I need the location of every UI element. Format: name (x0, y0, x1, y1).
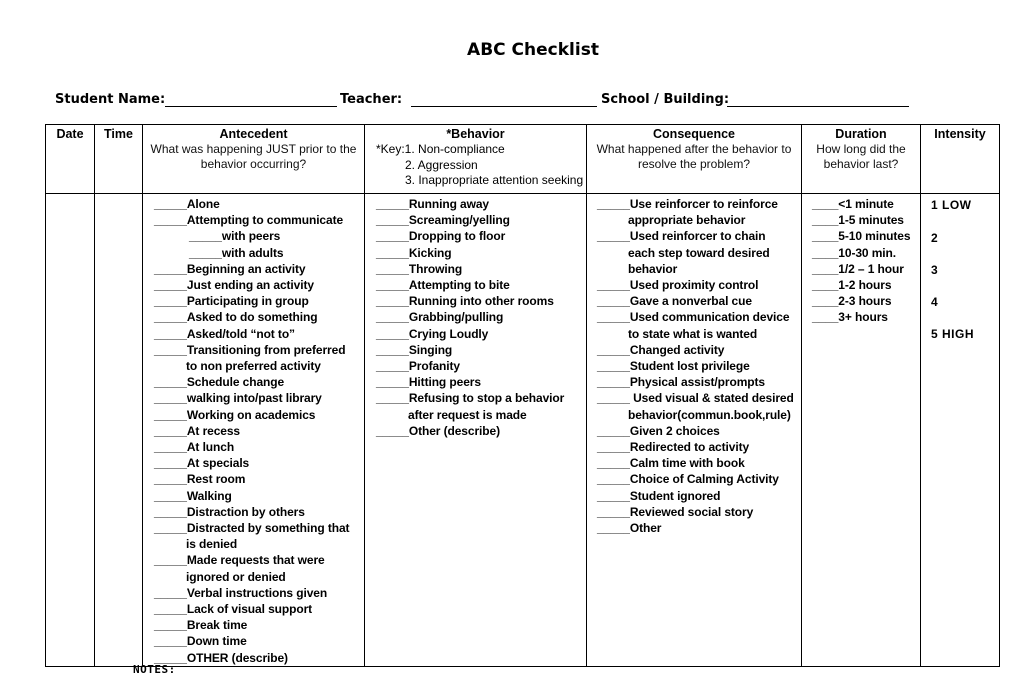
consequence-item-continuation: to state what is wanted (628, 326, 758, 341)
abc-table (45, 124, 1000, 667)
header-time: Time (95, 125, 143, 194)
antecedent-item-continuation: is denied (186, 537, 238, 552)
teacher-label: Teacher: (340, 92, 403, 107)
behavior-item[interactable]: _____Other (describe) (376, 423, 500, 438)
consequence-item-continuation: appropriate behavior (628, 213, 746, 228)
antecedent-item[interactable]: _____Break time (154, 618, 248, 633)
antecedent-item[interactable]: _____Verbal instructions given (154, 585, 328, 600)
antecedent-item[interactable]: _____Rest room (154, 472, 246, 487)
antecedent-item[interactable]: _____Alone (154, 197, 220, 211)
antecedent-item[interactable]: _____Participating in group (154, 294, 309, 309)
behavior-item[interactable]: _____Running into other rooms (376, 294, 554, 309)
behavior-item[interactable]: _____Screaming/yelling (376, 213, 510, 228)
consequence-item[interactable]: _____Student lost privilege (597, 359, 750, 374)
consequence-item[interactable]: _____Use reinforcer to reinforce (597, 197, 778, 211)
behavior-item[interactable]: _____Profanity (376, 359, 460, 374)
notes-label: NOTES: (133, 663, 176, 676)
consequence-item-continuation: behavior (628, 261, 678, 276)
antecedent-item[interactable]: _____Schedule change (154, 375, 285, 390)
consequence-item[interactable]: _____Student ignored (597, 488, 721, 503)
behavior-item[interactable]: _____Grabbing/pulling (376, 310, 504, 325)
header-duration: Duration How long did the behavior last? (802, 125, 921, 194)
antecedent-item[interactable]: _____Working on academics (154, 407, 316, 422)
consequence-item[interactable]: _____Used communication device (597, 310, 790, 325)
antecedent-item[interactable]: _____walking into/past library (154, 391, 322, 406)
duration-description: How long did the behavior last? (816, 142, 906, 171)
consequence-item[interactable]: _____Changed activity (597, 342, 725, 357)
behavior-item[interactable]: _____Attempting to bite (376, 278, 510, 293)
date-cell[interactable] (46, 194, 95, 667)
school-label: School / Building: (601, 92, 730, 107)
antecedent-item[interactable]: _____Distraction by others (154, 504, 305, 519)
behavior-item[interactable]: _____Kicking (376, 245, 452, 260)
header-consequence: Consequence What happened after the behavior to resolve the problem? (587, 125, 802, 194)
school-blank[interactable] (727, 106, 909, 107)
intensity-3[interactable]: 3 (931, 263, 938, 277)
duration-option[interactable]: ____<1 minute (812, 197, 894, 211)
antecedent-item[interactable]: _____At specials (154, 456, 250, 471)
header-intensity: Intensity (921, 125, 1000, 194)
antecedent-item[interactable]: _____Distracted by something that (154, 521, 350, 536)
header-date: Date (46, 125, 95, 194)
consequence-item-continuation: behavior(commun.book,rule) (628, 407, 791, 422)
student-name-label: Student Name: (55, 92, 166, 107)
header-antecedent: Antecedent What was happening JUST prior to the behavior occurring? (143, 125, 365, 194)
consequence-item[interactable]: _____Physical assist/prompts (597, 375, 765, 390)
antecedent-item[interactable]: _____Attempting to communicate (154, 213, 344, 228)
antecedent-item[interactable]: _____Transitioning from preferred (154, 342, 346, 357)
consequence-item[interactable]: _____Other (597, 521, 662, 536)
antecedent-item[interactable]: _____At lunch (154, 440, 235, 455)
duration-option[interactable]: ____1-2 hours (812, 278, 892, 293)
behavior-item[interactable]: _____Hitting peers (376, 375, 481, 390)
antecedent-item-continuation: to non preferred activity (186, 359, 321, 374)
antecedent-subitem[interactable]: _____with adults (189, 245, 284, 260)
behavior-item[interactable]: _____Throwing (376, 261, 463, 276)
antecedent-item[interactable]: _____Beginning an activity (154, 261, 306, 276)
duration-option[interactable]: ____1/2 – 1 hour (812, 261, 904, 276)
intensity-2[interactable]: 2 (931, 231, 938, 245)
duration-option[interactable]: ____1-5 minutes (812, 213, 904, 228)
behavior-cell (365, 194, 587, 667)
behavior-item[interactable]: _____Dropping to floor (376, 229, 506, 244)
behavior-item[interactable]: _____Crying Loudly (376, 326, 489, 341)
header-row (46, 125, 1000, 194)
antecedent-item[interactable]: _____Asked to do something (154, 310, 318, 325)
intensity-cell (921, 194, 1000, 667)
intensity-low[interactable]: 1 LOW (931, 198, 972, 212)
consequence-cell (587, 194, 802, 667)
antecedent-item-continuation: ignored or denied (186, 569, 286, 584)
duration-option[interactable]: ____5-10 minutes (812, 229, 911, 244)
time-cell[interactable] (95, 194, 143, 667)
duration-option[interactable]: ____10-30 min. (812, 245, 896, 260)
behavior-key: *Key:1. Non-compliance 2. Aggression 3. Inappropriate attention seeking (376, 142, 584, 187)
antecedent-item[interactable]: _____At recess (154, 423, 241, 438)
antecedent-item[interactable]: _____Made requests that were (154, 553, 325, 568)
consequence-item[interactable]: _____Used proximity control (597, 278, 759, 293)
consequence-item[interactable]: _____Gave a nonverbal cue (597, 294, 752, 309)
behavior-item-continuation: after request is made (408, 407, 527, 422)
antecedent-item[interactable]: _____OTHER (describe) (154, 650, 288, 665)
consequence-item[interactable]: _____Used reinforcer to chain (597, 229, 766, 244)
antecedent-item[interactable]: _____Just ending an activity (154, 278, 314, 293)
teacher-blank[interactable] (411, 106, 597, 107)
antecedent-item[interactable]: _____Lack of visual support (154, 602, 313, 617)
duration-option[interactable]: ____2-3 hours (812, 294, 892, 309)
antecedent-subitem[interactable]: _____with peers (189, 229, 281, 244)
intensity-high[interactable]: 5 HIGH (931, 327, 975, 341)
student-name-blank[interactable] (165, 106, 337, 107)
checklist-row (46, 194, 1000, 667)
consequence-item[interactable]: _____Redirected to activity (597, 440, 750, 455)
consequence-item[interactable]: _____Reviewed social story (597, 504, 754, 519)
consequence-item[interactable]: _____Calm time with book (597, 456, 745, 471)
duration-option[interactable]: ____3+ hours (812, 310, 888, 325)
duration-cell (802, 194, 921, 667)
page-title: ABC Checklist (467, 40, 599, 60)
antecedent-item[interactable]: _____Down time (154, 634, 247, 649)
behavior-item[interactable]: _____Singing (376, 342, 453, 357)
consequence-description: What happened after the behavior to resolve the problem? (596, 142, 792, 171)
consequence-item[interactable]: _____Given 2 choices (597, 423, 720, 438)
antecedent-item[interactable]: _____Walking (154, 488, 232, 503)
consequence-item[interactable]: _____Choice of Calming Activity (597, 472, 779, 487)
antecedent-item[interactable]: _____Asked/told “not to” (154, 326, 295, 341)
behavior-item[interactable]: _____Running away (376, 197, 490, 211)
header-behavior: *Behavior *Key:1. Non-compliance 2. Aggression 3. Inappropriate attention seeking (365, 125, 587, 194)
behavior-item[interactable]: _____Refusing to stop a behavior (376, 391, 565, 406)
antecedent-cell (143, 194, 365, 667)
antecedent-description: What was happening JUST prior to the behavior occurring? (150, 142, 357, 171)
intensity-4[interactable]: 4 (931, 295, 938, 309)
consequence-item[interactable]: _____ Used visual & stated desired (597, 391, 794, 406)
consequence-item-continuation: each step toward desired (628, 245, 770, 260)
